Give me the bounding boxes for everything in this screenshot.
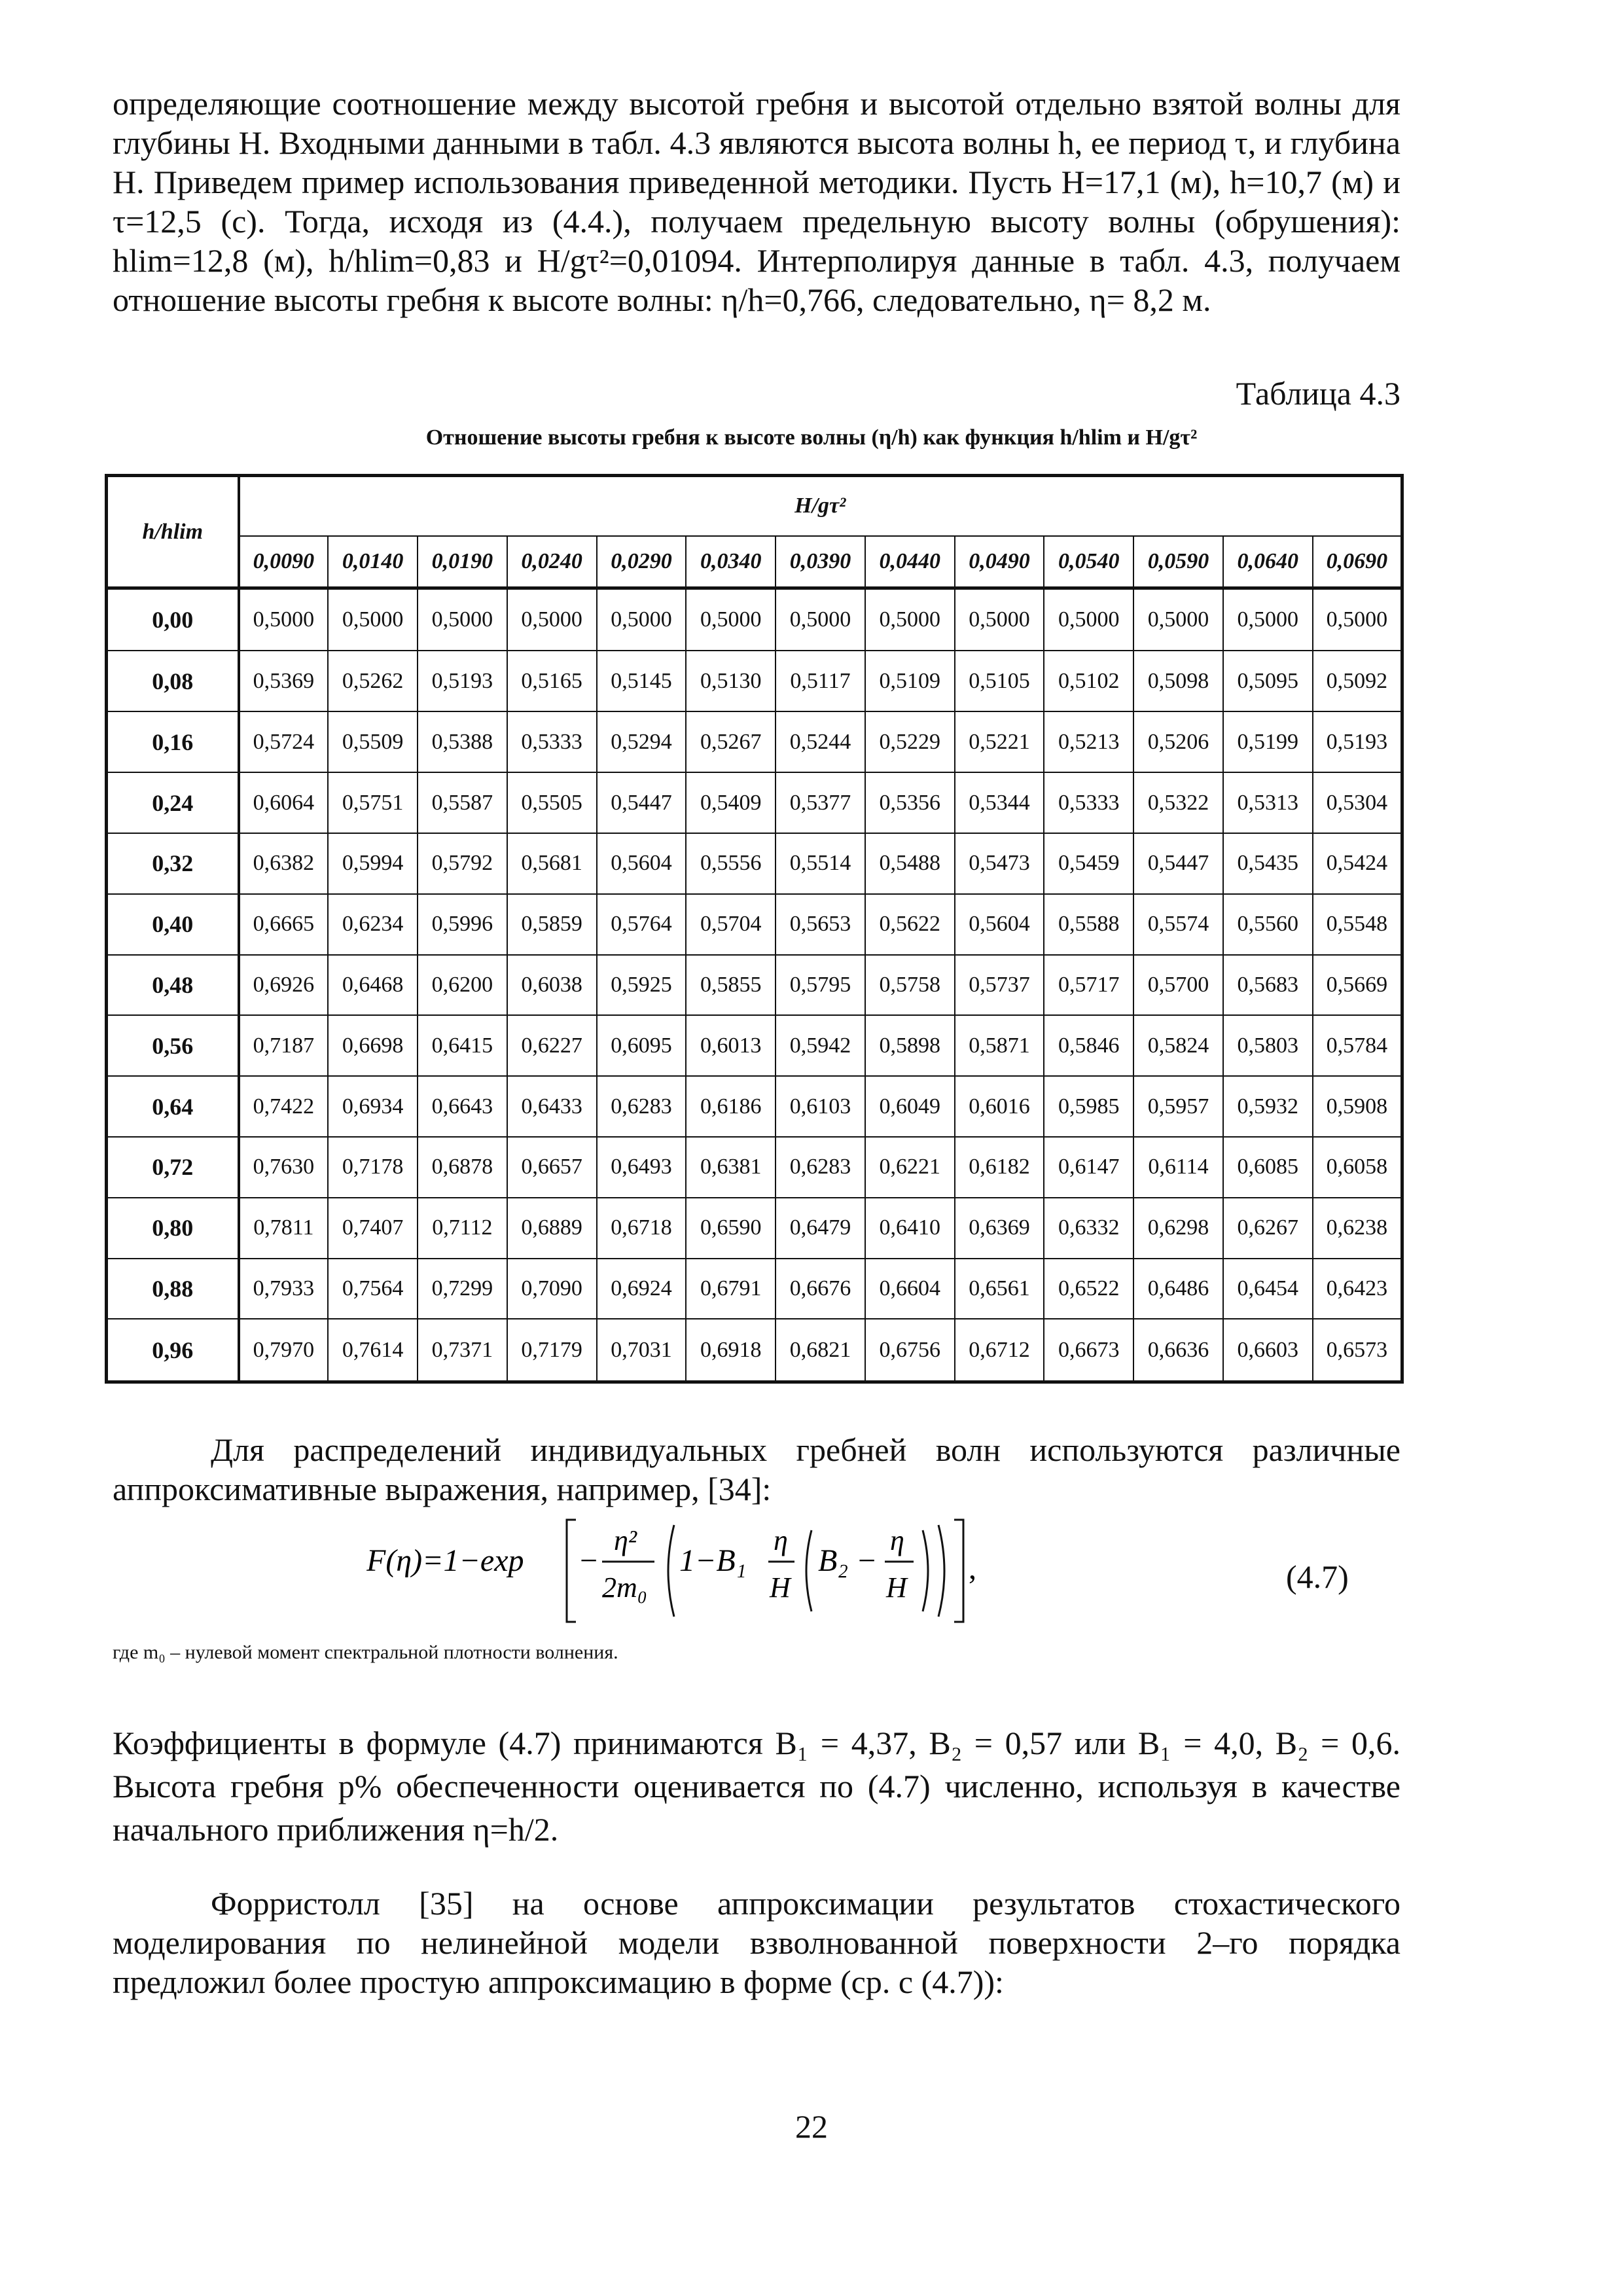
table-cell: 0,5000: [1044, 588, 1133, 651]
eq-inner-open: 1−B₁: [679, 1543, 747, 1578]
table-cell: 0,6085: [1223, 1137, 1313, 1198]
table-cell: 0,7811: [239, 1198, 329, 1259]
table-cell: 0,7178: [328, 1137, 418, 1198]
table-cell: 0,5556: [686, 833, 776, 894]
table-cell: 0,5764: [597, 894, 687, 955]
table-cell: 0,5737: [955, 955, 1044, 1016]
table-cell: 0,6756: [865, 1319, 955, 1382]
table-cell: 0,7407: [328, 1198, 418, 1259]
table-cell: 0,6298: [1133, 1198, 1223, 1259]
table-row: [107, 833, 1402, 894]
table-cell: 0,7614: [328, 1319, 418, 1382]
table-cell: 0,5447: [1133, 833, 1223, 894]
row-header: 0,08: [107, 651, 239, 711]
table-cell: 0,5505: [507, 772, 597, 833]
table-cell: 0,6673: [1044, 1319, 1133, 1382]
table-cell: 0,6468: [328, 955, 418, 1016]
eq-b2: B₂ −: [818, 1543, 878, 1578]
corner-header: h/hlim: [107, 476, 239, 588]
table-cell: 0,7299: [418, 1259, 507, 1319]
table-cell: 0,6064: [239, 772, 329, 833]
table-cell: 0,5758: [865, 955, 955, 1016]
table-cell: 0,6423: [1313, 1259, 1402, 1319]
table-cell: 0,5105: [955, 651, 1044, 711]
table-cell: 0,6590: [686, 1198, 776, 1259]
table-cell: 0,6234: [328, 894, 418, 955]
where-line: где m₀ – нулевой момент спектральной плотности волнения.: [113, 1641, 618, 1663]
table-cell: 0,6058: [1313, 1137, 1402, 1198]
table-cell: 0,5102: [1044, 651, 1133, 711]
table-cell: 0,5000: [418, 588, 507, 651]
table-cell: 0,6924: [597, 1259, 687, 1319]
table-cell: 0,6712: [955, 1319, 1044, 1382]
table-cell: 0,5683: [1223, 955, 1313, 1016]
table-cell: 0,6918: [686, 1319, 776, 1382]
table-cell: 0,6038: [507, 955, 597, 1016]
table-row: [107, 1319, 1402, 1382]
table-cell: 0,6283: [776, 1137, 865, 1198]
table-row: [107, 1015, 1402, 1076]
table-cell: 0,5294: [597, 711, 687, 772]
table-cell: 0,6095: [597, 1015, 687, 1076]
table-label: Таблица 4.3: [1236, 375, 1400, 412]
table-cell: 0,6415: [418, 1015, 507, 1076]
table-cell: 0,5098: [1133, 651, 1223, 711]
eq-den-main: 2m₀: [602, 1571, 648, 1604]
table-cell: 0,7090: [507, 1259, 597, 1319]
table-cell: 0,5846: [1044, 1015, 1133, 1076]
eq-h1: H: [770, 1571, 791, 1604]
forristall-paragraph: Форристолл [35] на основе аппроксимации результатов стохастического моделирования по нелинейной модели взволнованной поверхности 2–го порядка предложил более простую аппроксимацию в форме (ср. с (4.7)):: [113, 1885, 1400, 2000]
table-cell: 0,6049: [865, 1076, 955, 1137]
table-cell: 0,5985: [1044, 1076, 1133, 1137]
table-cell: 0,6238: [1313, 1198, 1402, 1259]
table-cell: 0,7422: [239, 1076, 329, 1137]
table-cell: 0,6657: [507, 1137, 597, 1198]
table-row: [107, 588, 1402, 651]
table-cell: 0,5548: [1313, 894, 1402, 955]
group-header: H/gτ²: [239, 476, 1402, 536]
table-cell: 0,5514: [776, 833, 865, 894]
table-cell: 0,5669: [1313, 955, 1402, 1016]
table-cell: 0,6381: [686, 1137, 776, 1198]
table-cell: 0,6676: [776, 1259, 865, 1319]
table-cell: 0,6573: [1313, 1319, 1402, 1382]
distribution-paragraph: Для распределений индивидуальных гребней волн используются различные аппроксимативные выражения, например, [34]:: [113, 1431, 1400, 1507]
table-cell: 0,6561: [955, 1259, 1044, 1319]
table-cell: 0,6016: [955, 1076, 1044, 1137]
table-cell: 0,6643: [418, 1076, 507, 1137]
table-cell: 0,5560: [1223, 894, 1313, 955]
row-header: 0,40: [107, 894, 239, 955]
table-cell: 0,7187: [239, 1015, 329, 1076]
row-header: 0,96: [107, 1319, 239, 1382]
table-cell: 0,5000: [1313, 588, 1402, 651]
table-cell: 0,6433: [507, 1076, 597, 1137]
table-cell: 0,5604: [597, 833, 687, 894]
table-cell: 0,6889: [507, 1198, 597, 1259]
table-cell: 0,7179: [507, 1319, 597, 1382]
table-cell: 0,5213: [1044, 711, 1133, 772]
table-cell: 0,7933: [239, 1259, 329, 1319]
eq-lhs: F(η)=1−exp: [366, 1543, 524, 1578]
eq-paren-open: [668, 1525, 674, 1617]
table-cell: 0,6821: [776, 1319, 865, 1382]
column-header: 0,0690: [1313, 536, 1402, 588]
table-row: [107, 894, 1402, 955]
table-cell: 0,6934: [328, 1076, 418, 1137]
table-cell: 0,5717: [1044, 955, 1133, 1016]
eq-paren-close: [938, 1525, 944, 1617]
column-header: 0,0440: [865, 536, 955, 588]
table-row: [107, 955, 1402, 1016]
row-header: 0,72: [107, 1137, 239, 1198]
table-cell: 0,6636: [1133, 1319, 1223, 1382]
table-cell: 0,5792: [418, 833, 507, 894]
table-cell: 0,5117: [776, 651, 865, 711]
table-cell: 0,6878: [418, 1137, 507, 1198]
table-cell: 0,5488: [865, 833, 955, 894]
table-cell: 0,5313: [1223, 772, 1313, 833]
column-header: 0,0390: [776, 536, 865, 588]
table-cell: 0,6147: [1044, 1137, 1133, 1198]
row-header: 0,16: [107, 711, 239, 772]
table-cell: 0,5130: [686, 651, 776, 711]
table-row: [107, 651, 1402, 711]
table-cell: 0,5994: [328, 833, 418, 894]
table-cell: 0,5206: [1133, 711, 1223, 772]
coefficients-paragraph: Коэффициенты в формуле (4.7) принимаются B₁ = 4,37, B₂ = 0,57 или B₁ = 4,0, B₂ = 0,6. Высота гребня p% обеспеченности оценивается по (4.7) численно, используя в качестве начального приближения η=h/2.: [113, 1725, 1400, 1848]
table-cell: 0,5942: [776, 1015, 865, 1076]
table-caption: Отношение высоты гребня к высоте волны (η/h) как функция h/hlim и H/gτ²: [425, 425, 1198, 450]
column-header: 0,0090: [239, 536, 329, 588]
column-header: 0,0290: [597, 536, 687, 588]
table-cell: 0,7630: [239, 1137, 329, 1198]
table-cell: 0,5681: [507, 833, 597, 894]
table-cell: 0,5704: [686, 894, 776, 955]
eq-eta1: η: [774, 1524, 788, 1556]
table-cell: 0,5000: [328, 588, 418, 651]
eq-comma: ,: [969, 1551, 976, 1586]
table-cell: 0,5996: [418, 894, 507, 955]
table-row: [107, 711, 1402, 772]
table-cell: 0,5871: [955, 1015, 1044, 1076]
table-cell: 0,6479: [776, 1198, 865, 1259]
table-cell: 0,5409: [686, 772, 776, 833]
table-cell: 0,6267: [1223, 1198, 1313, 1259]
equation-graphic: [366, 1505, 1152, 1630]
table-cell: 0,5333: [1044, 772, 1133, 833]
table-cell: 0,5267: [686, 711, 776, 772]
table-row: [107, 1137, 1402, 1198]
wave-crest-table: [105, 474, 1404, 1384]
table-cell: 0,6454: [1223, 1259, 1313, 1319]
column-header: 0,0490: [955, 536, 1044, 588]
eq-minus: −: [580, 1543, 598, 1578]
table-cell: 0,5322: [1133, 772, 1223, 833]
table-cell: 0,5795: [776, 955, 865, 1016]
table-cell: 0,5604: [955, 894, 1044, 955]
table-cell: 0,6200: [418, 955, 507, 1016]
table-row: [107, 1198, 1402, 1259]
column-header: 0,0590: [1133, 536, 1223, 588]
table-cell: 0,5095: [1223, 651, 1313, 711]
column-header: 0,0340: [686, 536, 776, 588]
table-row: [107, 1259, 1402, 1319]
table-cell: 0,6410: [865, 1198, 955, 1259]
table-cell: 0,5859: [507, 894, 597, 955]
table-cell: 0,5344: [955, 772, 1044, 833]
table-cell: 0,5473: [955, 833, 1044, 894]
table-cell: 0,5193: [1313, 711, 1402, 772]
table-cell: 0,5824: [1133, 1015, 1223, 1076]
table-cell: 0,5109: [865, 651, 955, 711]
eq-h2: H: [886, 1571, 907, 1604]
intro-paragraph: определяющие соотношение между высотой гребня и высотой отдельно взятой волны для глубины H. Входными данными в табл. 4.3 являются высота волны h, ее период τ, и глубина H. Приведем пример использования приведенной методики. Пусть H=17,1 (м), h=10,7 (м) и τ=12,5 (с). Тогда, исходя из (4.4.), получаем предельную высоту волны (обрушения): hlim=12,8 (м), h/hlim=0,83 и H/gτ²=0,01094. Интерполируя данные в табл. 4.3, получаем отношение высоты гребня к высоте волны: η/h=0,766, следовательно, η= 8,2 м.: [113, 85, 1400, 318]
table-cell: 0,7371: [418, 1319, 507, 1382]
table-cell: 0,5145: [597, 651, 687, 711]
table-cell: 0,6186: [686, 1076, 776, 1137]
column-header: 0,0540: [1044, 536, 1133, 588]
eq-paren-open-2: [806, 1530, 812, 1611]
table-cell: 0,5244: [776, 711, 865, 772]
table-cell: 0,5000: [597, 588, 687, 651]
table-cell: 0,5587: [418, 772, 507, 833]
table-cell: 0,6332: [1044, 1198, 1133, 1259]
table-cell: 0,6369: [955, 1198, 1044, 1259]
row-header: 0,32: [107, 833, 239, 894]
row-header: 0,56: [107, 1015, 239, 1076]
table-cell: 0,5221: [955, 711, 1044, 772]
eq-right-bracket: [954, 1520, 963, 1622]
table-cell: 0,5000: [776, 588, 865, 651]
row-header: 0,88: [107, 1259, 239, 1319]
table-cell: 0,5000: [686, 588, 776, 651]
row-header: 0,80: [107, 1198, 239, 1259]
table-cell: 0,6791: [686, 1259, 776, 1319]
table-cell: 0,5000: [239, 588, 329, 651]
table-cell: 0,6493: [597, 1137, 687, 1198]
table-cell: 0,5000: [507, 588, 597, 651]
table-cell: 0,5653: [776, 894, 865, 955]
table-cell: 0,5925: [597, 955, 687, 1016]
equation-number: (4.7): [1286, 1558, 1349, 1595]
table-row: [107, 772, 1402, 833]
row-header: 0,64: [107, 1076, 239, 1137]
table-cell: 0,5092: [1313, 651, 1402, 711]
table-cell: 0,5000: [865, 588, 955, 651]
table-cell: 0,6718: [597, 1198, 687, 1259]
table-cell: 0,7112: [418, 1198, 507, 1259]
table-cell: 0,5424: [1313, 833, 1402, 894]
table-cell: 0,6382: [239, 833, 329, 894]
column-header-row: [107, 536, 1402, 588]
table-cell: 0,5700: [1133, 955, 1223, 1016]
table-cell: 0,5509: [328, 711, 418, 772]
table-cell: 0,5369: [239, 651, 329, 711]
table-cell: 0,5803: [1223, 1015, 1313, 1076]
table-cell: 0,6486: [1133, 1259, 1223, 1319]
table-cell: 0,7031: [597, 1319, 687, 1382]
row-header: 0,48: [107, 955, 239, 1016]
table-cell: 0,6182: [955, 1137, 1044, 1198]
table-cell: 0,5229: [865, 711, 955, 772]
table-cell: 0,5784: [1313, 1015, 1402, 1076]
table-cell: 0,6013: [686, 1015, 776, 1076]
table-cell: 0,5000: [955, 588, 1044, 651]
table-cell: 0,5932: [1223, 1076, 1313, 1137]
table-cell: 0,7564: [328, 1259, 418, 1319]
table-cell: 0,5957: [1133, 1076, 1223, 1137]
table-cell: 0,6114: [1133, 1137, 1223, 1198]
page-number: 22: [795, 2108, 828, 2145]
table-cell: 0,5588: [1044, 894, 1133, 955]
table-cell: 0,6698: [328, 1015, 418, 1076]
table-cell: 0,5622: [865, 894, 955, 955]
table-cell: 0,5165: [507, 651, 597, 711]
column-header: 0,0190: [418, 536, 507, 588]
table-cell: 0,6103: [776, 1076, 865, 1137]
table-cell: 0,5262: [328, 651, 418, 711]
column-header: 0,0140: [328, 536, 418, 588]
table-row: [107, 1076, 1402, 1137]
table-cell: 0,5333: [507, 711, 597, 772]
table-cell: 0,5388: [418, 711, 507, 772]
table-cell: 0,5574: [1133, 894, 1223, 955]
table-cell: 0,5000: [1223, 588, 1313, 651]
row-header: 0,24: [107, 772, 239, 833]
eq-num-main: η²: [614, 1524, 637, 1556]
table-cell: 0,5447: [597, 772, 687, 833]
table-cell: 0,5908: [1313, 1076, 1402, 1137]
column-header: 0,0240: [507, 536, 597, 588]
table-cell: 0,6603: [1223, 1319, 1313, 1382]
eq-eta2: η: [890, 1524, 904, 1556]
table-cell: 0,5199: [1223, 711, 1313, 772]
table-cell: 0,6522: [1044, 1259, 1133, 1319]
table-cell: 0,5459: [1044, 833, 1133, 894]
table-cell: 0,6604: [865, 1259, 955, 1319]
table-cell: 0,6221: [865, 1137, 955, 1198]
row-header: 0,00: [107, 588, 239, 651]
table-body: [107, 588, 1402, 1382]
table-cell: 0,5304: [1313, 772, 1402, 833]
table-cell: 0,5751: [328, 772, 418, 833]
table-cell: 0,5855: [686, 955, 776, 1016]
table-cell: 0,6665: [239, 894, 329, 955]
table-cell: 0,6227: [507, 1015, 597, 1076]
eq-paren-close-2: [923, 1530, 928, 1611]
table-cell: 0,5898: [865, 1015, 955, 1076]
table-cell: 0,5724: [239, 711, 329, 772]
table-cell: 0,6283: [597, 1076, 687, 1137]
table-cell: 0,5000: [1133, 588, 1223, 651]
table-cell: 0,5193: [418, 651, 507, 711]
eq-left-bracket: [567, 1520, 576, 1622]
table-cell: 0,5435: [1223, 833, 1313, 894]
table-cell: 0,6926: [239, 955, 329, 1016]
table-cell: 0,7970: [239, 1319, 329, 1382]
table-cell: 0,5356: [865, 772, 955, 833]
column-header: 0,0640: [1223, 536, 1313, 588]
table-cell: 0,5377: [776, 772, 865, 833]
